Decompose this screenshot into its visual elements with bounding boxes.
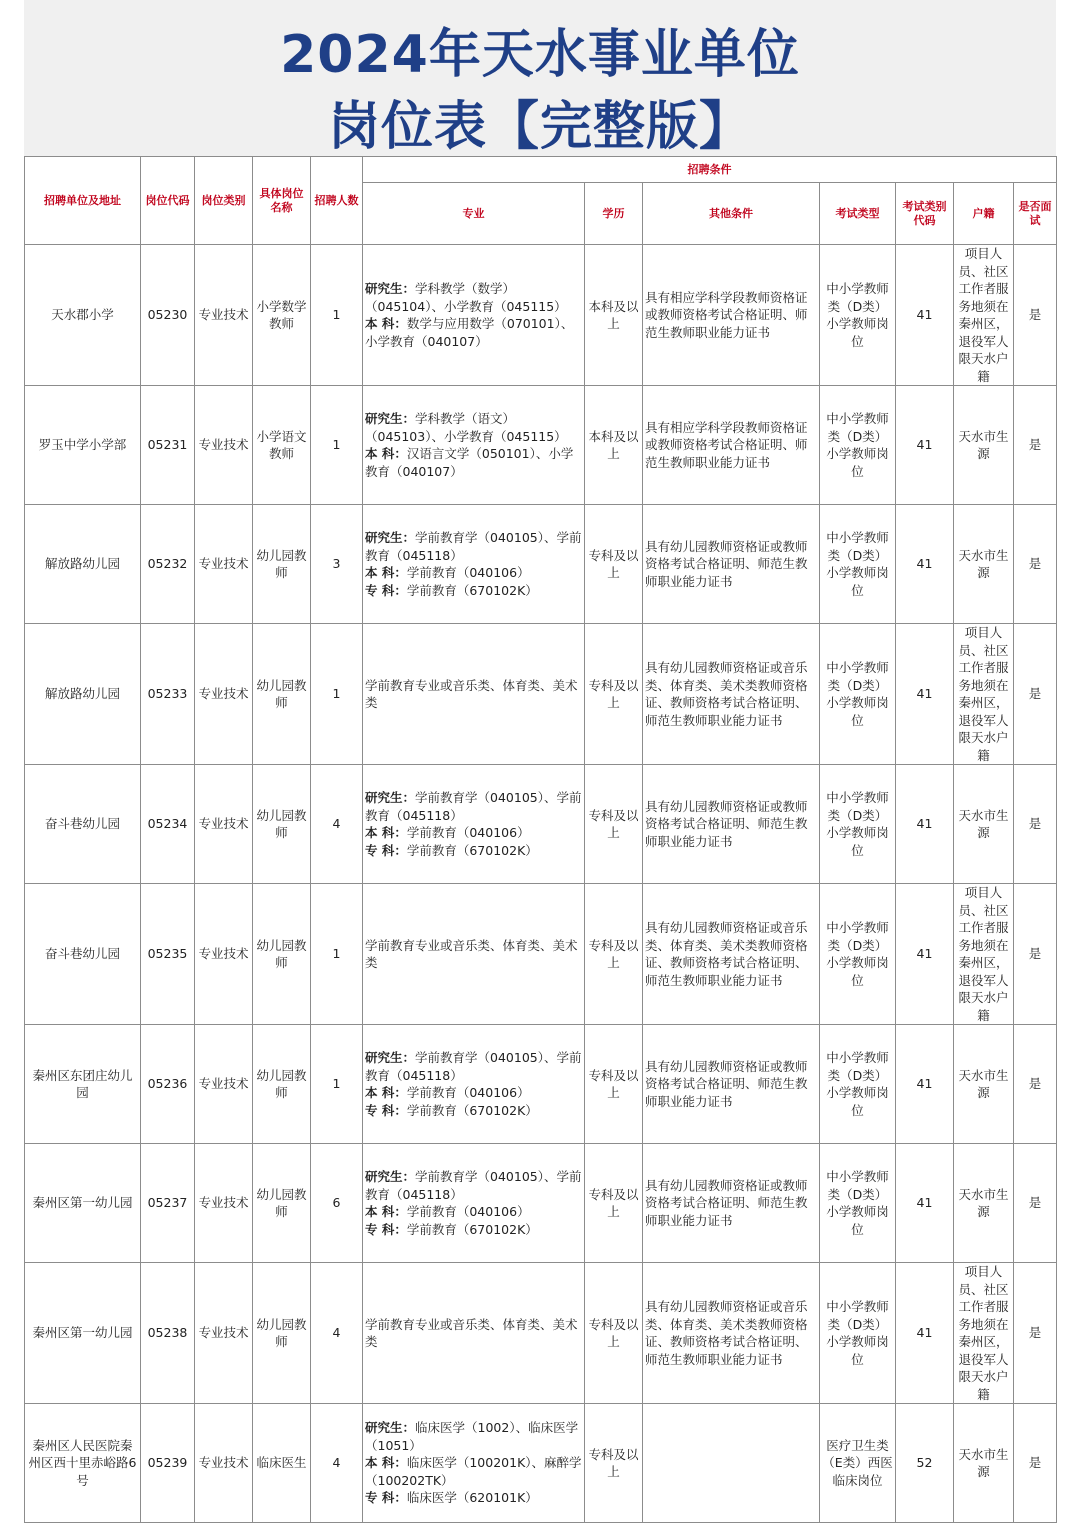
degree-label: 本 科： [365,446,407,461]
header-major: 专业 [363,183,585,245]
exam-code-cell: 41 [896,1144,954,1263]
exam-code-cell: 41 [896,1025,954,1144]
count-cell: 3 [311,505,363,624]
table-row [25,884,1057,1025]
major-line [365,824,582,842]
exam-code-cell: 41 [896,505,954,624]
interview-cell: 是 [1014,245,1057,386]
interview-cell: 是 [1014,1144,1057,1263]
other-cell: 具有幼儿园教师资格证或音乐类、体育类、美术类教师资格证、教师资格考试合格证明、师范生教师职业能力证书 [643,624,820,765]
code-cell: 05230 [141,245,195,386]
major-text: 学前教育专业或音乐类、体育类、美术类 [365,1316,578,1349]
category-cell: 专业技术 [195,1263,253,1404]
category-cell: 专业技术 [195,386,253,505]
major-line [365,1049,582,1084]
major-cell [363,765,585,884]
major-line [365,445,582,480]
hukou-cell: 项目人员、社区工作者服务地须在秦州区，退役军人限天水户籍 [954,245,1014,386]
exam-code-cell: 41 [896,884,954,1025]
position-cell: 幼儿园教师 [253,1025,311,1144]
hukou-cell: 项目人员、社区工作者服务地须在秦州区，退役军人限天水户籍 [954,1263,1014,1404]
other-cell [643,1404,820,1523]
count-cell: 6 [311,1144,363,1263]
exam-type-cell: 中小学教师类（D类）小学教师岗位 [820,386,896,505]
category-cell: 专业技术 [195,624,253,765]
code-cell: 05235 [141,884,195,1025]
header-conditions: 招聘条件 [363,157,1057,183]
interview-cell: 是 [1014,1263,1057,1404]
major-text: 临床医学（100201K）、麻醉学（100202TK） [365,1455,582,1488]
header-count: 招聘人数 [311,157,363,245]
degree-label: 本 科： [365,1085,407,1100]
hukou-cell: 天水市生源 [954,386,1014,505]
count-cell: 1 [311,1025,363,1144]
major-line [365,1084,582,1102]
header-education: 学历 [585,183,643,245]
degree-label: 研究生： [365,530,416,545]
unit-cell: 奋斗巷幼儿园 [25,884,141,1025]
other-cell: 具有幼儿园教师资格证或教师资格考试合格证明、师范生教师职业能力证书 [643,1025,820,1144]
table-body [25,245,1057,1523]
table-row [25,245,1057,386]
hukou-cell: 天水市生源 [954,1404,1014,1523]
unit-cell: 秦州区第一幼儿园 [25,1263,141,1404]
position-cell: 幼儿园教师 [253,884,311,1025]
job-table [24,156,1057,1523]
major-text: 汉语言文学（050101）、小学教育（040107） [365,446,574,479]
education-cell: 本科及以上 [585,386,643,505]
major-text: 学前教育（670102K） [406,1221,538,1237]
position-cell: 小学数学教师 [253,245,311,386]
exam-code-cell: 41 [896,245,954,386]
major-text: 学前教育学（040105）、学前教育（045118） [365,530,582,563]
count-cell: 1 [311,624,363,765]
hukou-cell: 项目人员、社区工作者服务地须在秦州区，退役军人限天水户籍 [954,624,1014,765]
unit-cell: 天水郡小学 [25,245,141,386]
major-line [365,1221,582,1239]
major-cell [363,386,585,505]
education-cell: 专科及以上 [585,884,643,1025]
exam-type-cell: 中小学教师类（D类）小学教师岗位 [820,765,896,884]
interview-cell: 是 [1014,884,1057,1025]
code-cell: 05231 [141,386,195,505]
table-row [25,505,1057,624]
position-cell: 幼儿园教师 [253,505,311,624]
major-text: 学科教学（语文）（045103）、小学教育（045115） [365,411,567,444]
education-cell: 专科及以上 [585,1404,643,1523]
degree-label: 研究生： [365,1050,416,1065]
exam-code-cell: 41 [896,765,954,884]
major-text: 临床医学（620101K） [406,1490,538,1506]
header-position: 具体岗位名称 [253,157,311,245]
position-cell: 幼儿园教师 [253,1263,311,1404]
education-cell: 专科及以上 [585,1025,643,1144]
unit-cell: 解放路幼儿园 [25,505,141,624]
count-cell: 4 [311,1263,363,1404]
major-line [365,1489,582,1507]
major-line [365,842,582,860]
degree-label: 本 科： [365,316,407,331]
other-cell: 具有相应学科学段教师资格证或教师资格考试合格证明、师范生教师职业能力证书 [643,245,820,386]
exam-type-cell: 中小学教师类（D类）小学教师岗位 [820,1263,896,1404]
major-cell [363,884,585,1025]
code-cell: 05238 [141,1263,195,1404]
hukou-cell: 天水市生源 [954,505,1014,624]
exam-code-cell: 52 [896,1404,954,1523]
major-cell [363,1404,585,1523]
education-cell: 本科及以上 [585,245,643,386]
degree-label: 研究生： [365,790,416,805]
position-cell: 临床医生 [253,1404,311,1523]
code-cell: 05233 [141,624,195,765]
interview-cell: 是 [1014,624,1057,765]
major-text: 学前教育学（040105）、学前教育（045118） [365,1169,582,1202]
category-cell: 专业技术 [195,1144,253,1263]
major-line [365,410,582,445]
position-cell: 幼儿园教师 [253,624,311,765]
other-cell: 具有相应学科学段教师资格证或教师资格考试合格证明、师范生教师职业能力证书 [643,386,820,505]
exam-code-cell: 41 [896,1263,954,1404]
category-cell: 专业技术 [195,1025,253,1144]
table-row [25,1144,1057,1263]
table-row [25,1025,1057,1144]
exam-type-cell: 中小学教师类（D类）小学教师岗位 [820,624,896,765]
table-row [25,624,1057,765]
unit-cell: 奋斗巷幼儿园 [25,765,141,884]
position-cell: 小学语文教师 [253,386,311,505]
hukou-cell: 项目人员、社区工作者服务地须在秦州区，退役军人限天水户籍 [954,884,1014,1025]
major-text: 学前教育（040106） [406,1204,530,1219]
major-text: 学前教育专业或音乐类、体育类、美术类 [365,677,578,710]
education-cell: 专科及以上 [585,1144,643,1263]
code-cell: 05239 [141,1404,195,1523]
exam-code-cell: 41 [896,624,954,765]
interview-cell: 是 [1014,1025,1057,1144]
code-cell: 05236 [141,1025,195,1144]
degree-label: 研究生： [365,281,416,296]
exam-type-cell: 医疗卫生类（E类）西医临床岗位 [820,1404,896,1523]
major-text: 学前教育（670102K） [406,842,538,858]
major-line [365,280,582,315]
degree-label: 专 科： [365,1490,407,1506]
major-cell [363,505,585,624]
major-text: 学前教育学（040105）、学前教育（045118） [365,1050,582,1083]
header-exam-type: 考试类型 [820,183,896,245]
hukou-cell: 天水市生源 [954,765,1014,884]
degree-label: 本 科： [365,1455,407,1471]
major-line [365,1102,582,1120]
major-cell [363,245,585,386]
education-cell: 专科及以上 [585,505,643,624]
category-cell: 专业技术 [195,884,253,1025]
unit-cell: 秦州区人民医院秦州区西十里赤峪路6号 [25,1404,141,1523]
exam-type-cell: 中小学教师类（D类）小学教师岗位 [820,245,896,386]
major-text: 学前教育学（040105）、学前教育（045118） [365,790,582,823]
hukou-cell: 天水市生源 [954,1025,1014,1144]
page-title: 2024年天水事业单位 [280,25,800,85]
major-text: 学前教育（670102K） [406,582,538,598]
category-cell: 专业技术 [195,245,253,386]
table-row [25,1404,1057,1523]
interview-cell: 是 [1014,386,1057,505]
degree-label: 专 科： [365,1221,407,1237]
education-cell: 专科及以上 [585,624,643,765]
major-line [365,1168,582,1203]
exam-code-cell: 41 [896,386,954,505]
header-other: 其他条件 [643,183,820,245]
degree-label: 研究生： [365,1169,416,1184]
table-row [25,1263,1057,1404]
count-cell: 1 [311,884,363,1025]
header-interview: 是否面试 [1014,183,1057,245]
other-cell: 具有幼儿园教师资格证或音乐类、体育类、美术类教师资格证、教师资格考试合格证明、师范生教师职业能力证书 [643,884,820,1025]
major-cell [363,624,585,765]
interview-cell: 是 [1014,1404,1057,1523]
exam-type-cell: 中小学教师类（D类）小学教师岗位 [820,1025,896,1144]
count-cell: 4 [311,765,363,884]
count-cell: 4 [311,1404,363,1523]
degree-label: 本 科： [365,1204,407,1219]
major-text: 学前教育（040106） [406,825,530,840]
major-line [365,564,582,582]
count-cell: 1 [311,386,363,505]
degree-label: 本 科： [365,825,407,840]
category-cell: 专业技术 [195,765,253,884]
header-unit: 招聘单位及地址 [25,157,141,245]
major-line [365,789,582,824]
category-cell: 专业技术 [195,1404,253,1523]
position-cell: 幼儿园教师 [253,765,311,884]
header-hukou: 户籍 [954,183,1014,245]
interview-cell: 是 [1014,505,1057,624]
education-cell: 专科及以上 [585,765,643,884]
major-text: 学前教育（040106） [406,565,530,580]
major-line [365,1419,582,1454]
other-cell: 具有幼儿园教师资格证或音乐类、体育类、美术类教师资格证、教师资格考试合格证明、师范生教师职业能力证书 [643,1263,820,1404]
exam-type-cell: 中小学教师类（D类）小学教师岗位 [820,884,896,1025]
other-cell: 具有幼儿园教师资格证或教师资格考试合格证明、师范生教师职业能力证书 [643,765,820,884]
major-text: 学前教育（670102K） [406,1102,538,1118]
major-cell [363,1144,585,1263]
degree-label: 专 科： [365,842,407,858]
major-cell [363,1263,585,1404]
exam-type-cell: 中小学教师类（D类）小学教师岗位 [820,505,896,624]
major-text: 学前教育专业或音乐类、体育类、美术类 [365,937,578,970]
title-banner [24,0,1056,156]
exam-type-cell: 中小学教师类（D类）小学教师岗位 [820,1144,896,1263]
unit-cell: 罗玉中学小学部 [25,386,141,505]
other-cell: 具有幼儿园教师资格证或教师资格考试合格证明、师范生教师职业能力证书 [643,1144,820,1263]
code-cell: 05232 [141,505,195,624]
count-cell: 1 [311,245,363,386]
table-row [25,765,1057,884]
other-cell: 具有幼儿园教师资格证或教师资格考试合格证明、师范生教师职业能力证书 [643,505,820,624]
major-line [365,1454,582,1489]
hukou-cell: 天水市生源 [954,1144,1014,1263]
unit-cell: 秦州区东团庄幼儿园 [25,1025,141,1144]
degree-label: 本 科： [365,565,407,580]
header-category: 岗位类别 [195,157,253,245]
major-text: 数学与应用数学（070101）、小学教育（040107） [365,316,574,349]
category-cell: 专业技术 [195,505,253,624]
major-line [365,1203,582,1221]
major-text: 学科教学（数学）（045104）、小学教育（045115） [365,281,567,314]
position-cell: 幼儿园教师 [253,1144,311,1263]
degree-label: 专 科： [365,582,407,598]
code-cell: 05237 [141,1144,195,1263]
code-cell: 05234 [141,765,195,884]
interview-cell: 是 [1014,765,1057,884]
major-line [365,315,582,350]
header-code: 岗位代码 [141,157,195,245]
unit-cell: 秦州区第一幼儿园 [25,1144,141,1263]
degree-label: 研究生： [365,1420,416,1436]
major-line [365,582,582,600]
degree-label: 专 科： [365,1102,407,1118]
unit-cell: 解放路幼儿园 [25,624,141,765]
page-subtitle: 岗位表【完整版】 [327,97,752,157]
major-cell [363,1025,585,1144]
table-row [25,386,1057,505]
major-text: 学前教育（040106） [406,1085,530,1100]
education-cell: 专科及以上 [585,1263,643,1404]
degree-label: 研究生： [365,411,416,426]
header-exam-code: 考试类别代码 [896,183,954,245]
major-text: 临床医学（1002）、临床医学（1051） [365,1420,579,1453]
major-line [365,529,582,564]
